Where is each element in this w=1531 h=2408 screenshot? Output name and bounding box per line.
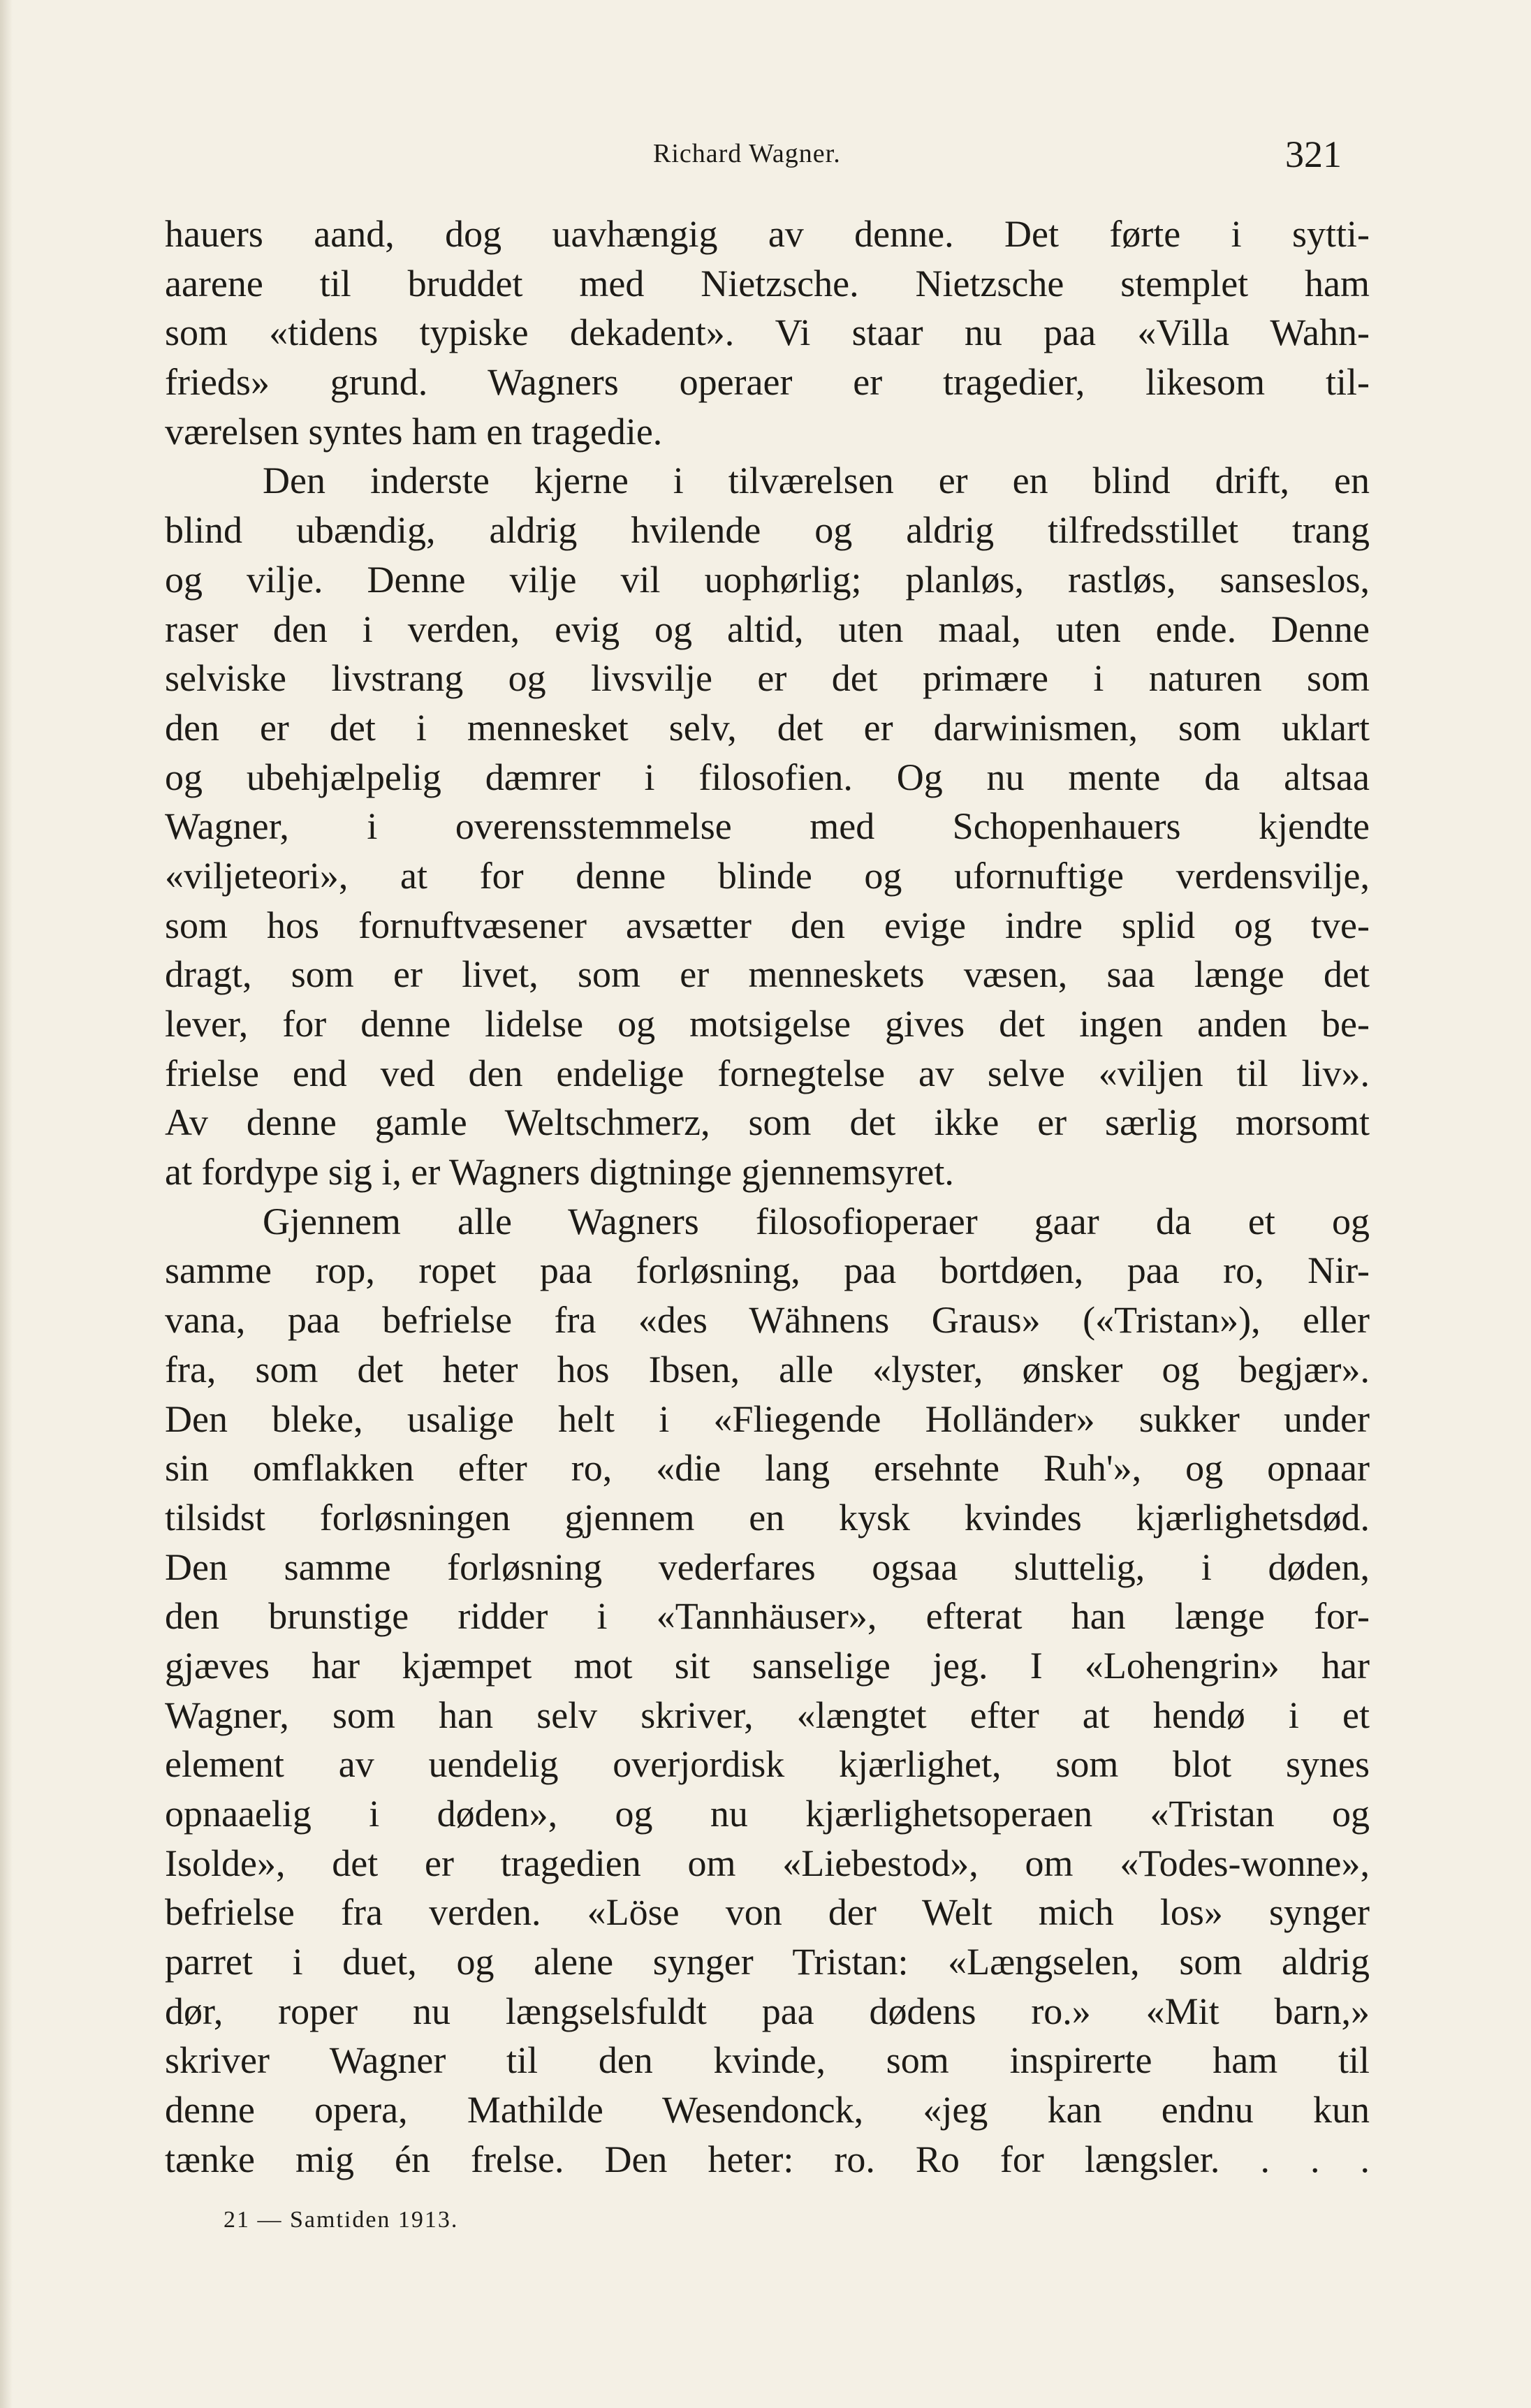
text-line: at fordype sig i, er Wagners digtninge gjennemsyret. [165,1151,954,1194]
text-line: Den bleke, usalige helt i «Fliegende Holländer» sukker under [165,1397,1370,1440]
text-line: lever, for denne lidelse og motsigelse gives det ingen anden be- [165,1003,1370,1045]
text-line: Den samme forløsning vederfares ogsaa sluttelig, i døden, [165,1546,1370,1588]
text-line: befrielse fra verden. «Löse von der Welt mich los» synger [165,1891,1370,1934]
text-line: dør, roper nu længselsfuldt paa dødens ro.» «Mit barn,» [165,1990,1370,2032]
text-line: den brunstige ridder i «Tannhäuser», efterat han længe for- [165,1595,1370,1638]
text-line: fra, som det heter hos Ibsen, alle «lyster, ønsker og begjær». [165,1348,1370,1390]
text-line: sin omflakken efter ro, «die lang ersehnte Ruh'», og opnaar [165,1447,1370,1490]
text-line: gjæves har kjæmpet mot sit sanselige jeg. I «Lohengrin» har [165,1644,1370,1687]
page-header [0,133,1531,182]
text-line: og vilje. Denne vilje vil uophørlig; planløs, rastløs, sanseslos, [165,558,1370,601]
text-line: tænke mig én frelse. Den heter: ro. Ro for længsler. . . . [165,2138,1370,2180]
text-line: selviske livstrang og livsvilje er det primære i naturen som [165,657,1370,700]
text-line: samme rop, ropet paa forløsning, paa bortdøen, paa ro, Nir- [165,1249,1370,1292]
page-edge-shadow [0,0,13,2408]
text-line: aarene til bruddet med Nietzsche. Nietzsche stemplet ham [165,262,1370,304]
text-line: frielse end ved den endelige fornegtelse av selve «viljen til liv». [165,1052,1370,1094]
text-line: den er det i mennesket selv, det er darwinismen, som uklart [165,706,1370,749]
text-line: opnaaelig i døden», og nu kjærlighetsoperaen «Tristan og [165,1793,1370,1835]
text-line: værelsen syntes ham en tragedie. [165,410,663,453]
text-line: vana, paa befrielse fra «des Wähnens Graus» («Tristan»), eller [165,1299,1370,1342]
signature-mark: 21 — Samtiden 1913. [224,2207,459,2233]
text-line: raser den i verden, evig og altid, uten maal, uten ende. Denne [165,608,1370,650]
text-line: og ubehjælpelig dæmrer i filosofien. Og nu mente da altsaa [165,756,1370,798]
text-line: denne opera, Mathilde Wesendonck, «jeg kan endnu kun [165,2089,1370,2131]
text-line: blind ubændig, aldrig hvilende og aldrig tilfredsstillet trang [165,509,1370,552]
text-line: «viljeteori», at for denne blinde og ufornuftige verdensvilje, [165,854,1370,897]
text-line: hauers aand, dog uavhængig av denne. Det førte i sytti- [165,213,1370,255]
text-line: Wagner, i overensstemmelse med Schopenhauers kjendte [165,805,1370,848]
text-line: Gjennem alle Wagners filosofioperaer gaar da et og [263,1200,1370,1242]
text-line: parret i duet, og alene synger Tristan: «Længselen, som aldrig [165,1941,1370,1983]
text-line: som «tidens typiske dekadent». Vi staar nu paa «Villa Wahn- [165,311,1370,354]
text-line: element av uendelig overjordisk kjærlighet, som blot synes [165,1743,1370,1786]
body-text [165,210,1370,2185]
text-line: Isolde», det er tragedien om «Liebestod», om «Todes-wonne», [165,1842,1370,1884]
text-line: dragt, som er livet, som er menneskets væsen, saa længe det [165,953,1370,996]
running-head: Richard Wagner. [653,139,841,168]
text-line: skriver Wagner til den kvinde, som inspirerte ham til [165,2039,1370,2082]
page-number: 321 [1285,133,1342,175]
text-line: som hos fornuftvæsener avsætter den evige indre splid og tve- [165,904,1370,946]
text-line: Wagner, som han selv skriver, «længtet efter at hendø i et [165,1694,1370,1736]
text-line: Den inderste kjerne i tilværelsen er en blind drift, en [263,460,1370,502]
text-line: Av denne gamle Weltschmerz, som det ikke er særlig morsomt [165,1101,1370,1144]
text-line: tilsidst forløsningen gjennem en kysk kvindes kjærlighetsdød. [165,1496,1370,1539]
text-line: frieds» grund. Wagners operaer er tragedier, likesom til- [165,361,1370,404]
